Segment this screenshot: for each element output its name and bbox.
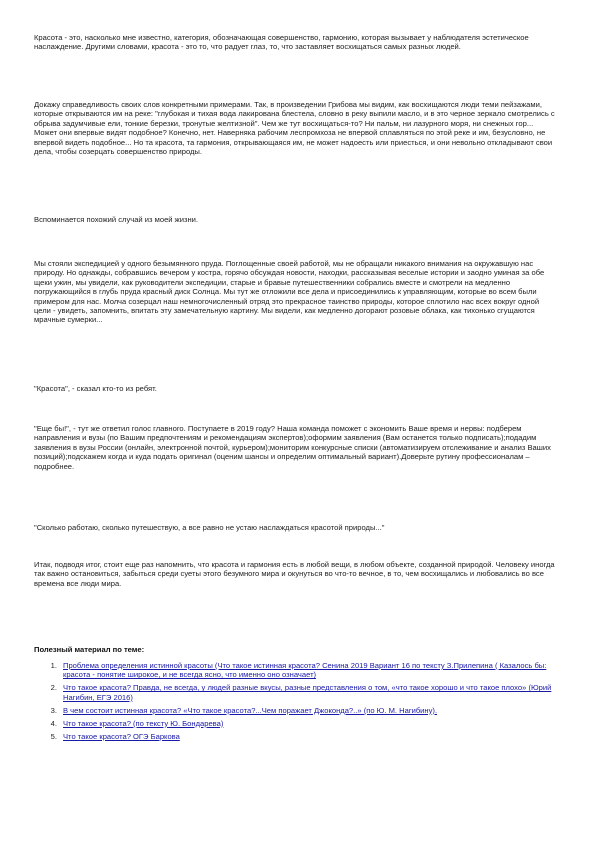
link-krasota-oge-barkova[interactable]: Что такое красота? ОГЭ Баркова: [63, 731, 180, 741]
list-number: 5.: [50, 731, 57, 741]
list-item: [34, 706, 558, 715]
list-item: [34, 732, 558, 741]
list-number: 1.: [50, 661, 57, 670]
paragraph-quote-beauty: "Красота", - сказал кто-то из ребят.: [34, 384, 157, 393]
paragraph-example: Докажу справедливость своих слов конкретными примерами. Так, в произведении Грибова мы видим, как восхищаются люди теми пейзажами, которые открываются им на реке: "глубокая и тихая вода лакирована блестела, словно в реку выпили масло, и в это черное зеркало смотрелись с обрыва задумчивые ели, тонкие березки, тронутые желтизной". Чем же тут восхищаться-то? Ни пальм, ни лазурного моря, ни снежных гор... Может они впервые видят подобное? Конечно, нет. Наверняка рабочим леспромхоза не впервой сплавляться по этой реке и им, безусловно, не впервой видеть подобное... Но та красота, та гармония, открывающаяся им, не может надоесть или приесться, и они невольно откладывают свои дела, чтобы созерцать совершенство природы.: [34, 100, 555, 157]
link-krasota-bondarev[interactable]: Что такое красота? (по тексту Ю. Бондарева): [63, 718, 224, 728]
paragraph-expedition: Мы стояли экспедицией у одного безымянного пруда. Поглощенные своей работой, мы не обращали никакого внимания на окружавшую нас природу. Но однажды, собравшись вечером у костра, горячо обсуждая новости, находки, рассказывая веселые истории и заодно уминая за обе щеки ужин, мы увидели, как руководители экспедиции, старые и бравые путешественники собрались вместе и смотрели на медленно погружающийся в глубь пруда красный диск Солнца. Мы тут же отложили все дела и присоединились к управляющим, которые во всем были примером для нас. Молча созерцал наш немногочисленный отряд это прекрасное таинство природы, которое сплотило нас всех вокруг одной цели - увидеть, запомнить, впитать эту замечательную картину. Мы видели, как медленно догорают розовые облака, как тихонько сгущаются мрачные сумерки...: [34, 259, 545, 325]
list-number: 2.: [50, 683, 57, 693]
list-item: [34, 719, 558, 728]
list-number: 3.: [50, 705, 57, 715]
link-v-chem-istinnaya-krasota[interactable]: В чем состоит истинная красота? «Что такое красота?...Чем поражает Джоконда?..» (по Ю. М. Нагибину).: [63, 705, 438, 715]
paragraph-leader-reply: "Еще бы!", - тут же ответил голос главного. Поступаете в 2019 году? Наша команда поможет с экономить Ваше время и нервы: подберем направления и вузы (по Вашим предпочтениям и рекомендациям экспертов);оформим заявления (Вам останется только подписать);подадим заявления в вузы России (онлайн, электронной почтой, курьером);мониторим конкурсные списки (автоматизируем отслеживание и анализ Ваших позиций);подскажем когда и куда подать оригинал (оценим шансы и определим оптимальный вариант).Доверьте рутину профессионалам – подробнее.: [34, 424, 551, 471]
paragraph-conclusion: Итак, подводя итог, стоит еще раз напомнить, что красота и гармония есть в любой вещи, в любом объекте, созданной природой. Человеку иногда так важно остановиться, забыться среди суеты этого безумного мира и окунуться во что-то вечное, в то, чем восхищались и любовались во все времена все люди мира.: [34, 560, 555, 588]
link-chto-takoe-krasota-nagibin-ege[interactable]: Что такое красота? Правда, не всегда, у людей разные вкусы, разные представления о том, «что такое хорошо и что такое плохо» (Юрий Нагибин, ЕГЭ 2016): [63, 683, 552, 702]
paragraph-definition: Красота - это, насколько мне известно, категория, обозначающая совершенство, гармонию, которая вызывает у наблюдателя эстетическое наслаждение. Другими словами, красота - это то, что радует глаз, то, что заставляет восхищаться самых разных людей.: [34, 33, 529, 52]
paragraph-quote-travel: "Сколько работаю, сколько путешествую, а все равно не устаю наслаждаться красотой природы...": [34, 523, 385, 532]
useful-links-list: [34, 661, 558, 745]
paragraph-recollection: Вспоминается похожий случай из моей жизни.: [34, 215, 198, 224]
list-number: 4.: [50, 718, 57, 728]
list-item: [34, 661, 558, 680]
link-istinnaya-krasota-senina[interactable]: Проблема определения истинной красоты (Что такое истинная красота? Сенина 2019 Вариант 16 по тексту З.Прилепина ( Казалось бы: красота - понятие широкое, и не всегда ясно, что именно оно означает): [63, 661, 547, 680]
useful-material-heading: Полезный материал по теме:: [34, 645, 145, 654]
list-item: [34, 683, 558, 702]
